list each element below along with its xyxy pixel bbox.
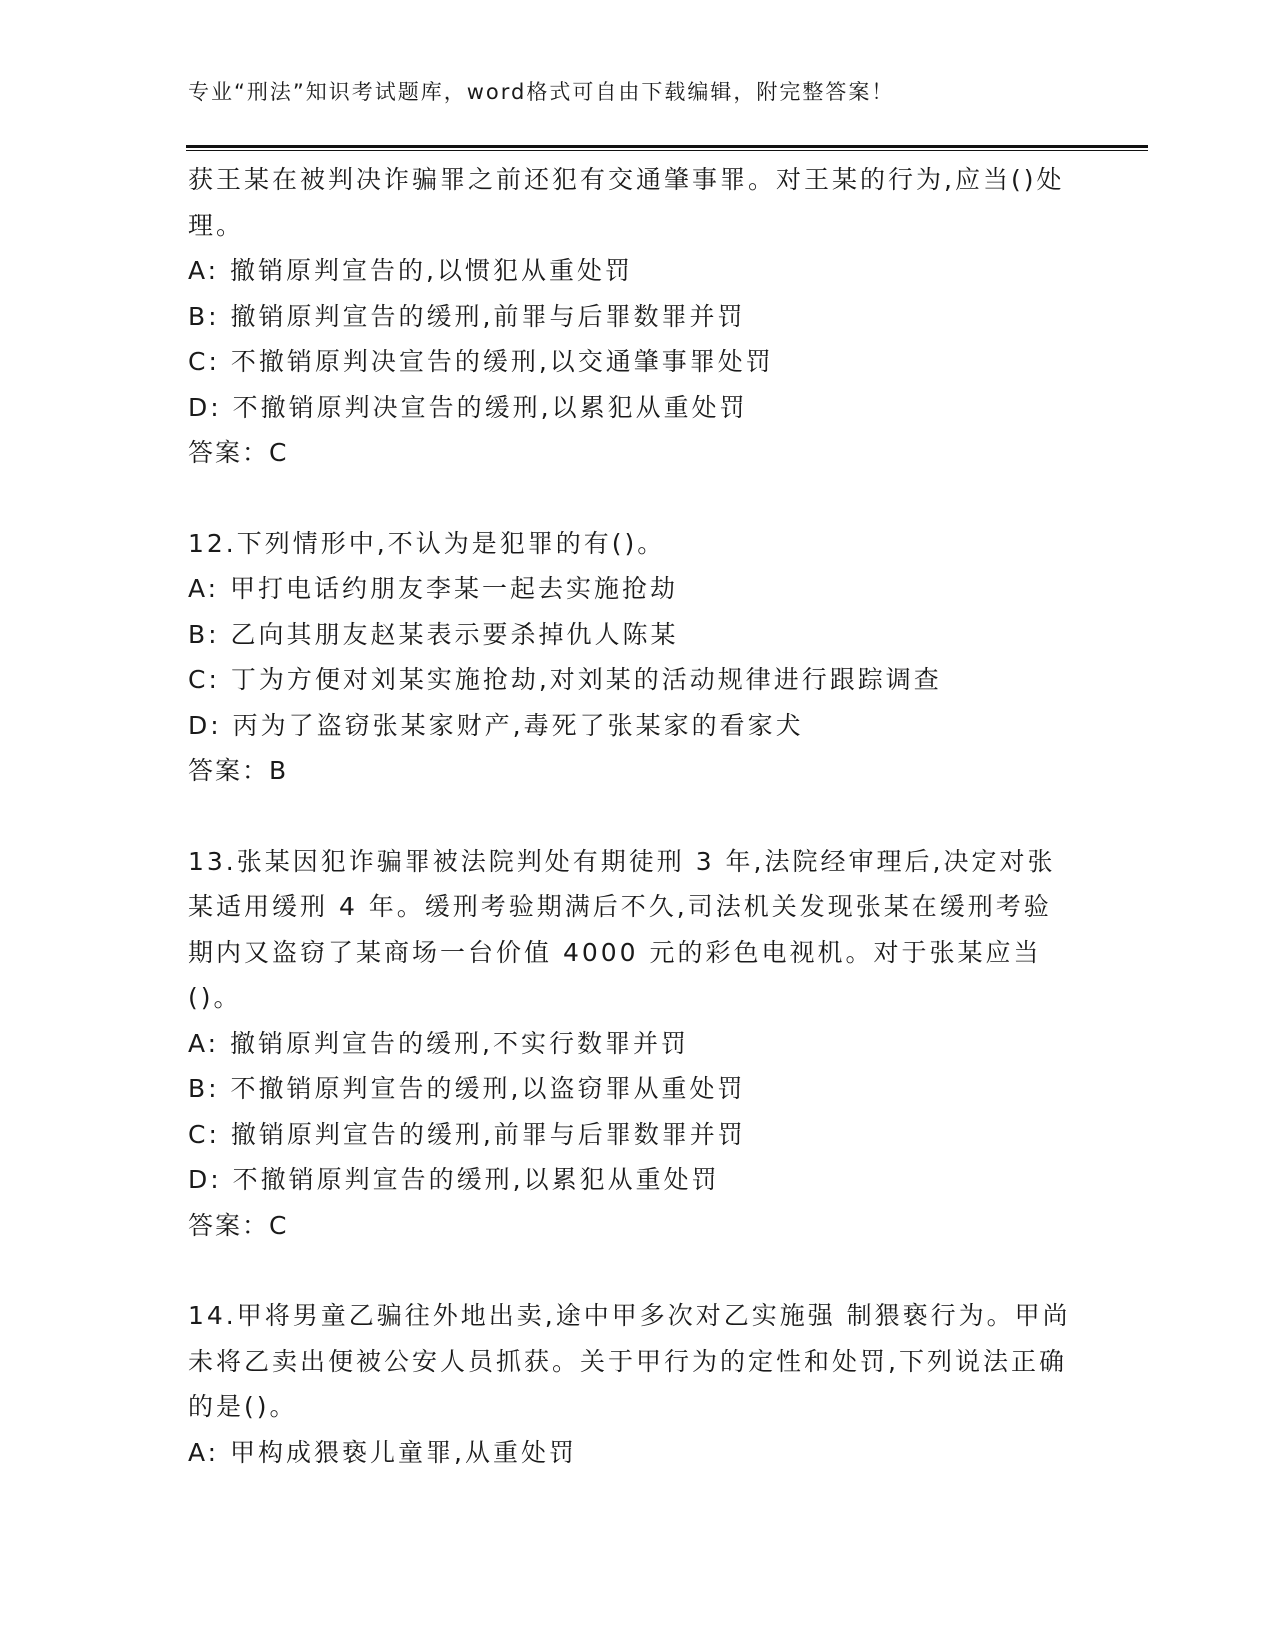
question-11-continued [188,157,1078,476]
header-rule-thin [186,150,1148,151]
option-a: A: 甲打电话约朋友李某一起去实施抢劫 [188,574,679,603]
page-header: 专业“刑法”知识考试题库，word格式可自由下载编辑，附完整答案！ [188,80,895,104]
answer-line: 答案：C [188,1210,289,1240]
question-stem: 13.张某因犯诈骗罪被法院判处有期徒刑 3 年,法院经审理后,决定对张某适用缓刑 4 年。缓刑考验期满后不久,司法机关发现张某在缓刑考验期内又盗窃了某商场一台价值 4000 元的彩色电视机。对于张某应当()。 [188,846,1056,1012]
option-c: C: 丁为方便对刘某实施抢劫,对刘某的活动规律进行跟踪调查 [188,665,942,694]
option-b: B: 不撤销原判宣告的缓刑,以盗窃罪从重处罚 [188,1074,746,1103]
question-stem: 12.下列情形中,不认为是犯罪的有()。 [188,528,666,558]
question-12 [188,521,1078,794]
option-a: A: 撤销原判宣告的缓刑,不实行数罪并罚 [188,1028,689,1058]
option-b: B: 乙向其朋友赵某表示要杀掉仇人陈某 [188,619,679,649]
spacer [188,476,1078,521]
option-c: C: 不撤销原判决宣告的缓刑,以交通肇事罪处罚 [188,347,774,376]
option-a: A: 撤销原判宣告的,以惯犯从重处罚 [188,256,633,285]
question-content [188,157,1078,1475]
option-d: D: 丙为了盗窃张某家财产,毒死了张某家的看家犬 [188,710,804,740]
spacer [188,1248,1078,1293]
question-14 [188,1293,1078,1475]
answer-line: 答案：B [188,756,289,785]
option-a: A: 甲构成猥亵儿童罪,从重处罚 [188,1437,577,1467]
spacer [188,794,1078,839]
option-d: D: 不撤销原判宣告的缓刑,以累犯从重处罚 [188,1165,720,1194]
header-rule-thick [186,145,1148,148]
option-d: D: 不撤销原判决宣告的缓刑,以累犯从重处罚 [188,392,748,422]
question-stem: 14.甲将男童乙骗往外地出卖,途中甲多次对乙实施强 制猥亵行为。甲尚未将乙卖出便被公安人员抓获。关于甲行为的定性和处罚,下列说法正确的是()。 [188,1301,1071,1421]
question-stem: 获王某在被判决诈骗罪之前还犯有交通肇事罪。对王某的行为,应当()处理。 [188,165,1065,240]
answer-line: 答案：C [188,438,289,467]
option-c: C: 撤销原判宣告的缓刑,前罪与后罪数罪并罚 [188,1119,746,1149]
option-b: B: 撤销原判宣告的缓刑,前罪与后罪数罪并罚 [188,301,746,331]
question-13 [188,839,1078,1249]
